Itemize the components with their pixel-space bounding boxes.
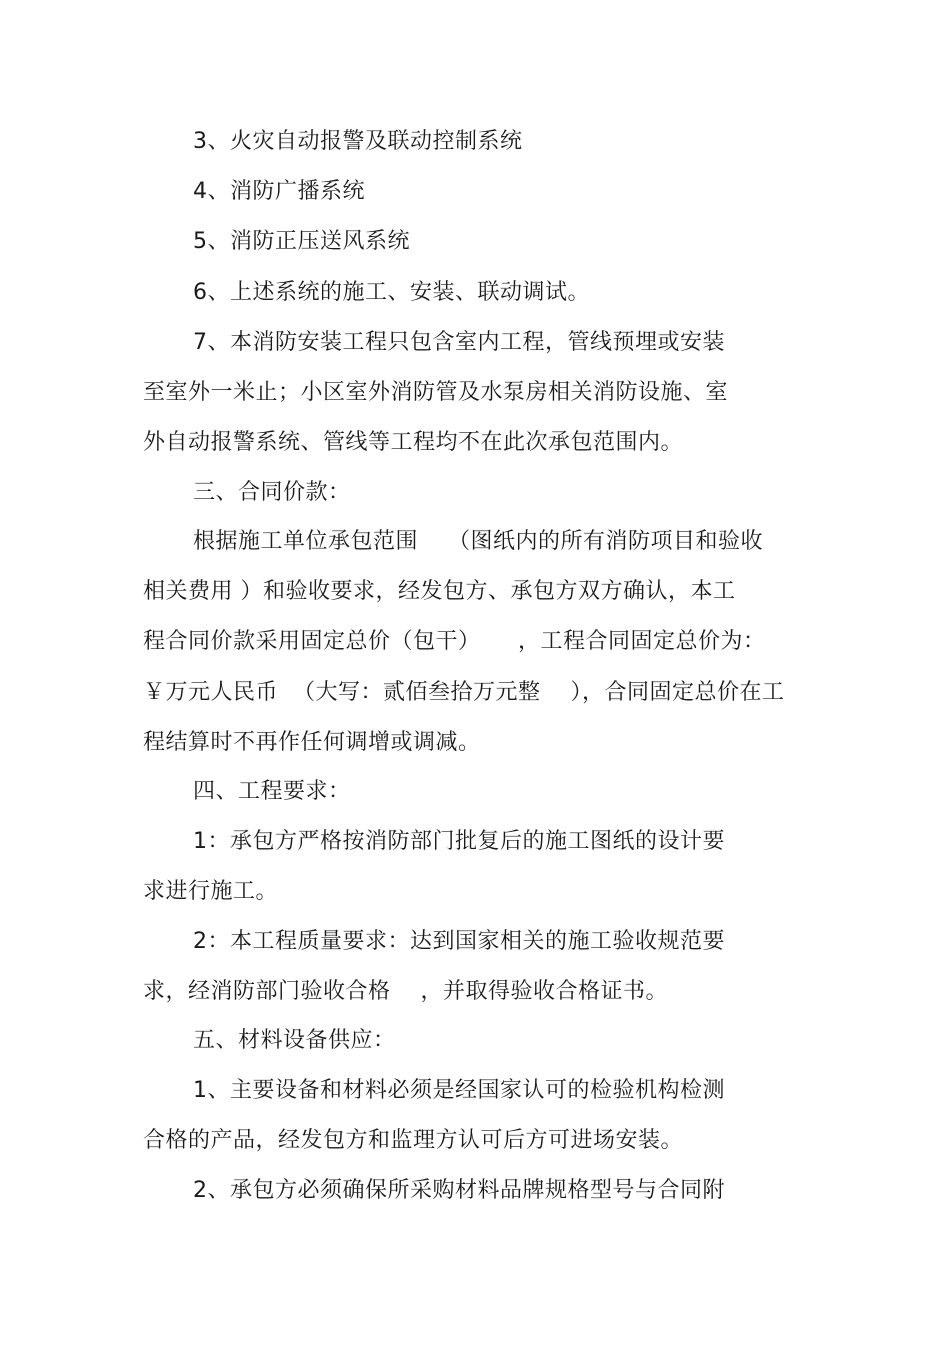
paragraph-line: 外自动报警系统、管线等工程均不在此次承包范围内。 xyxy=(143,430,684,455)
paragraph-line: 1：承包方严格按消防部门批复后的施工图纸的设计要 xyxy=(193,829,725,854)
section-heading-contract-price: 三、合同价款： xyxy=(193,480,351,505)
paragraph-line: 程合同价款采用固定总价（包干） ，工程合同固定总价为： xyxy=(143,629,766,654)
paragraph-line: 1、主要设备和材料必须是经国家认可的检验机构检测 xyxy=(193,1078,725,1103)
paragraph-line: 合格的产品，经发包方和监理方认可后方可进场安装。 xyxy=(143,1128,684,1153)
paragraph-line: 程结算时不再作任何调增或调减。 xyxy=(143,730,481,755)
list-item-pressurization-system: 5、消防正压送风系统 xyxy=(193,229,410,254)
paragraph-line: 2：本工程质量要求：达到国家相关的施工验收规范要 xyxy=(193,929,725,954)
paragraph-line: ￥万元人民币 （大写：贰佰叁拾万元整 ），合同固定总价在工 xyxy=(143,680,785,705)
paragraph-line: 求，经消防部门验收合格 ，并取得验收合格证书。 xyxy=(143,979,668,1004)
list-item-broadcast-system: 4、消防广播系统 xyxy=(193,179,365,204)
section-heading-materials: 五、材料设备供应： xyxy=(193,1028,396,1053)
list-item-fire-alarm-system: 3、火灾自动报警及联动控制系统 xyxy=(193,129,523,154)
paragraph-line: 至室外一米止；小区室外消防管及水泵房相关消防设施、室 xyxy=(143,380,729,405)
section-heading-requirements: 四、工程要求： xyxy=(193,779,351,804)
paragraph-line: 求进行施工。 xyxy=(143,879,279,904)
paragraph-line: 根据施工单位承包范围 （图纸内的所有消防项目和验收 xyxy=(193,529,763,554)
paragraph-line: 7、本消防安装工程只包含室内工程，管线预埋或安装 xyxy=(193,330,725,355)
list-item-installation-scope: 6、上述系统的施工、安装、联动调试。 xyxy=(193,280,590,305)
paragraph-line: 相关费用 ）和验收要求，经发包方、承包方双方确认，本工 xyxy=(143,579,736,604)
paragraph-line: 2、承包方必须确保所采购材料品牌规格型号与合同附 xyxy=(193,1178,725,1203)
